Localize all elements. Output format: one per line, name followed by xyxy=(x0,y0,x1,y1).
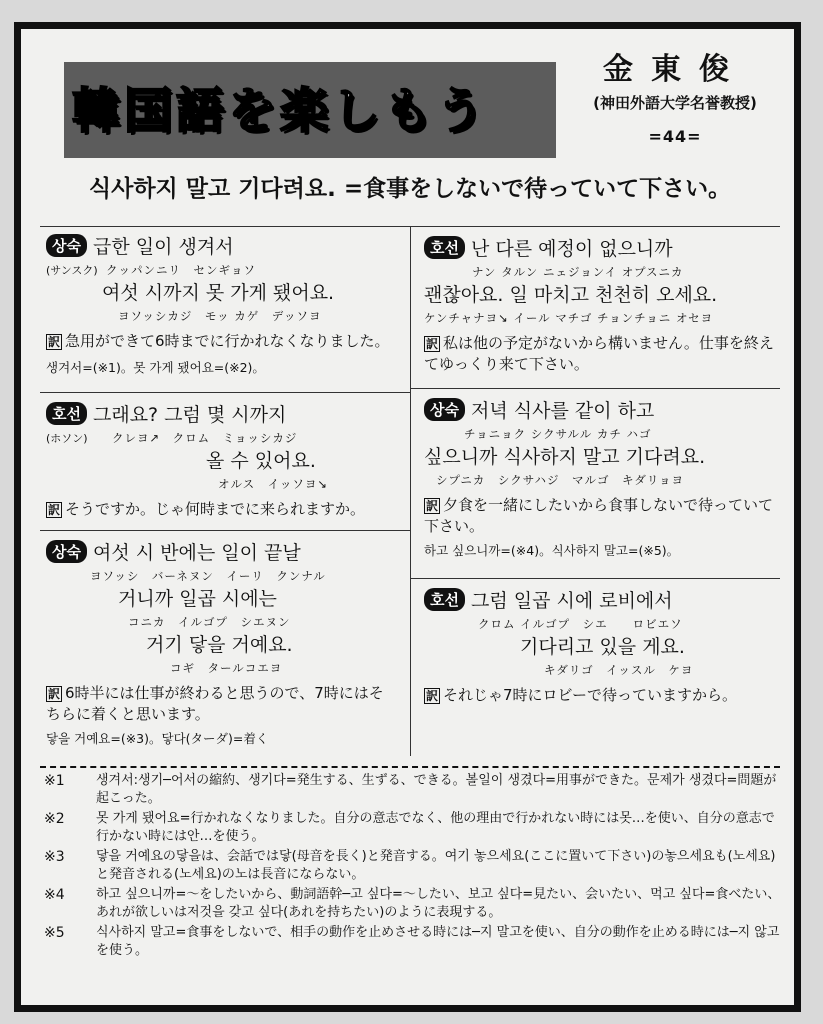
divider xyxy=(40,392,410,393)
article-title: 韓国語を楽しもう xyxy=(72,83,489,139)
footnote-text: 식사하지 말고=食事をしないで、相手の動作を止めさせる時には─지 말고を使い、自分の動作を止める時には─지 않고を使う。 xyxy=(96,925,780,958)
translation-mark: 訳 xyxy=(426,499,439,513)
footnote-mark: ※3 xyxy=(44,849,65,865)
speaker-badge: 상숙 xyxy=(46,540,87,563)
kana-reading: クレヨ↗ クロム ミョッシカジ xyxy=(112,431,298,445)
korean-text: 여섯 시까지 못 가게 됐어요. xyxy=(102,282,335,304)
speaker-badge: 호선 xyxy=(46,402,87,425)
korean-text: 싶으니까 식사하지 말고 기다려요. xyxy=(424,446,706,468)
kana-reading: チョニョク シクサルル カチ ハゴ xyxy=(464,427,652,441)
speaker-badge: 호선 xyxy=(424,588,465,611)
footnote-text: 닿을 거예요の닿을は、会話では닿(母音を長く)と発音する。여기 놓으세요(ここに置いて下さい)の놓으세요も(노세요)と発音される(노세요)の노は長音にならない。 xyxy=(96,849,776,882)
column-divider xyxy=(410,226,411,756)
title-logo xyxy=(64,62,556,158)
translation-mark: 訳 xyxy=(48,503,61,517)
speaker-badge: 상숙 xyxy=(46,234,87,257)
korean-text: 거기 닿을 거예요. xyxy=(146,634,293,656)
footnote-text: 하고 싶으니까=〜をしたいから、動詞語幹─고 싶다=〜したい、보고 싶다=見たい、会いたい、먹고 싶다=食べたい、あれが欲しいは저것을 갖고 싶다(あれを持ちたい)のように表現する。 xyxy=(96,887,781,920)
kana-reading: ナン タルン ニェジョンイ オプスニカ xyxy=(472,265,684,279)
translation-mark: 訳 xyxy=(426,689,439,703)
translation: そうですか。じゃ何時までに来られますか。 xyxy=(65,500,366,518)
kana-reading: ヨソッシカジ モッ カゲ デッソヨ xyxy=(118,309,322,323)
author-name: 金東俊 xyxy=(603,52,747,87)
footnote xyxy=(44,886,784,922)
footnote-mark: ※5 xyxy=(44,925,65,941)
footnote xyxy=(44,772,784,808)
dialogue-line-1 xyxy=(46,232,406,376)
dashed-divider xyxy=(40,766,780,768)
footnotes xyxy=(44,772,784,962)
korean-text: 기다리고 있을 게요. xyxy=(520,636,685,658)
kana-reading: コギ タールコエヨ xyxy=(170,661,283,675)
speaker-badge: 호선 xyxy=(424,236,465,259)
translation: 6時半には仕事が終わると思うので、7時にはそちらに着くと思います。 xyxy=(46,684,384,723)
kana-reading: キダリゴ イッスル ケヨ xyxy=(544,663,694,677)
footnote xyxy=(44,924,784,960)
korean-text: 저녁 식사를 같이 하고 xyxy=(470,400,655,422)
translation: 急用ができて6時までに行かれなくなりました。 xyxy=(65,332,390,350)
grammar-note: 하고 싶으니까=(※4)。식사하지 말고=(※5)。 xyxy=(424,543,680,558)
dialogue-line-3 xyxy=(46,538,406,747)
korean-text: 그래요? 그럼 몇 시까지 xyxy=(92,404,287,426)
headline: 식사하지 말고 기다려요. =食事をしないで待っていて下さい。 xyxy=(88,176,732,202)
korean-text: 급한 일이 생겨서 xyxy=(92,236,234,258)
translation: 私は他の予定がないから構いません。仕事を終えてゆっくり来て下さい。 xyxy=(424,334,774,373)
dialogue-line-5 xyxy=(424,396,778,559)
divider xyxy=(410,388,780,389)
korean-text: 난 다른 예정이 없으니까 xyxy=(470,238,673,260)
kana-reading: シプニカ シクサハジ マルゴ キダリョヨ xyxy=(436,473,685,487)
dialogue-line-4 xyxy=(424,234,778,374)
korean-text: 올 수 있어요. xyxy=(206,450,316,472)
dialogue-line-2 xyxy=(46,400,406,519)
kana-reading: クッパンニリ センギョソ xyxy=(106,263,256,277)
series-number: =44= xyxy=(648,127,702,146)
translation: それじゃ7時にロビーで待っていますから。 xyxy=(443,686,737,704)
footnote-text: 생겨서:생기─어서の縮約、생기다=発生する、生ずる、できる。볼일이 생겼다=用事ができた。문제가 생겼다=問題が起こった。 xyxy=(96,773,777,806)
author-title: (神田外語大学名誉教授) xyxy=(593,94,757,112)
footnote-mark: ※4 xyxy=(44,887,65,903)
grammar-note: 생겨서=(※1)。못 가게 됐어요=(※2)。 xyxy=(46,360,265,375)
translation-mark: 訳 xyxy=(48,335,61,349)
dialogue-line-6 xyxy=(424,586,778,705)
footnote xyxy=(44,848,784,884)
kana-reading: ヨソッシ バーネヌン イーリ クンナル xyxy=(90,569,326,583)
divider xyxy=(410,578,780,579)
kana-reading: クロム イルゴプ シエ ロビエソ xyxy=(478,617,683,631)
footnote-mark: ※1 xyxy=(44,773,65,789)
korean-text: 거니까 일곱 시에는 xyxy=(118,588,277,610)
kana-reading: コニカ イルゴプ シエヌン xyxy=(128,615,291,629)
footnote-text: 못 가게 됐어요=行かれなくなりました。自分の意志でなく、他の理由で行かれない時には못…を使い、自分の意志で行かない時には안…を使う。 xyxy=(96,811,775,844)
kana-reading: ケンチャナヨ↘ イール マチゴ チョンチョニ オセヨ xyxy=(424,311,714,325)
author-box xyxy=(570,44,780,146)
korean-text: 여섯 시 반에는 일이 끝날 xyxy=(92,542,301,564)
footnote-mark: ※2 xyxy=(44,811,65,827)
divider xyxy=(40,530,410,531)
grammar-note: 닿을 거예요=(※3)。닿다(ターダ)=着く xyxy=(46,731,269,746)
kana-reading: オルス イッソヨ↘ xyxy=(218,477,329,491)
speaker-badge: 상숙 xyxy=(424,398,465,421)
translation: 夕食を一緒にしたいから食事しないで待っていて下さい。 xyxy=(424,496,774,535)
translation-mark: 訳 xyxy=(426,337,439,351)
translation-mark: 訳 xyxy=(48,687,61,701)
footnote xyxy=(44,810,784,846)
speaker-reading: (サンスク) xyxy=(46,264,98,277)
korean-text: 괜찮아요. 일 마치고 천천히 오세요. xyxy=(424,284,718,306)
korean-text: 그럼 일곱 시에 로비에서 xyxy=(470,590,673,612)
speaker-reading: (ホソン) xyxy=(46,432,88,445)
